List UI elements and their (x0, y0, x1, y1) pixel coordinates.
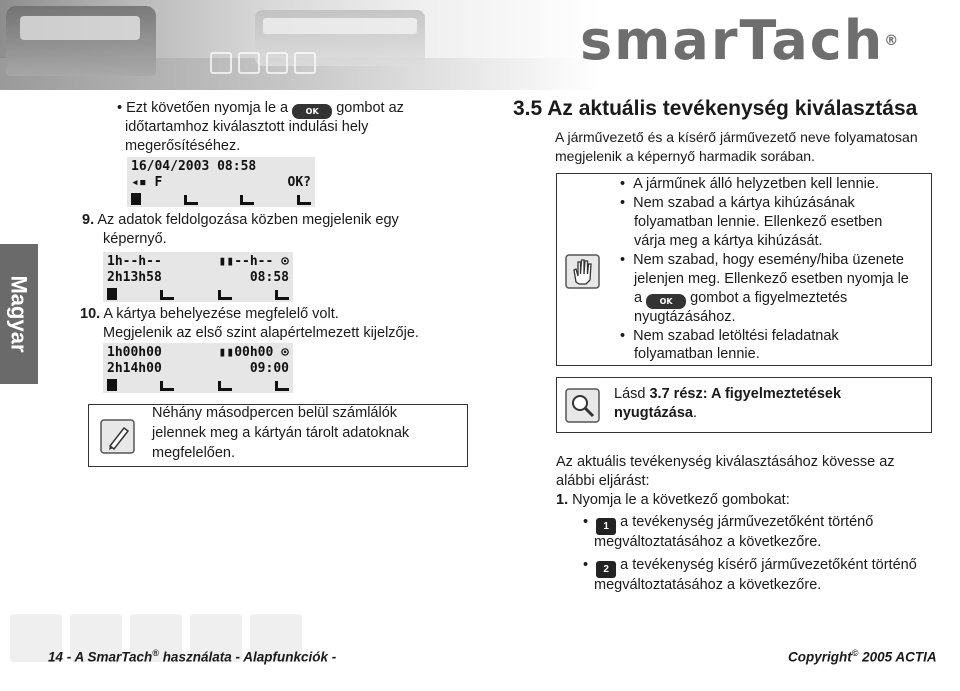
see-also-line-1: Lásd 3.7 rész: A figyelmeztetések (614, 386, 842, 402)
pen-note-icon (98, 417, 138, 457)
warn-bullet-2: • Nem szabad a kártya kihúzásának (620, 195, 855, 211)
btn1-instruction: • 1 a tevékenység járművezetőként történő (583, 513, 873, 535)
magnifier-icon (563, 386, 603, 426)
procedure-line-2: alábbi eljárást: (556, 473, 650, 489)
smartach-logo: smarTach® (580, 9, 901, 72)
warn-bullet-3-line-4: nyugtázásához. (634, 309, 736, 325)
ok-button-icon: OK (292, 104, 332, 119)
bullet-ok-confirm: • Ezt követően nyomja le a OK gombot az (117, 99, 404, 119)
header-photo (0, 0, 600, 90)
truck-image (6, 6, 156, 76)
warn-bullet-3: • Nem szabad, hogy esemény/hiba üzenete (620, 252, 904, 268)
warn-bullet-2-line-2: folyamatban lennie. Ellenkező esetben (634, 214, 883, 230)
intro-line-2: megjelenik a képernyő harmadik sorában. (555, 148, 815, 164)
procedure-line-1: Az aktuális tevékenység kiválasztásához kövesse az (556, 454, 895, 470)
step-10-line-2: Megjelenik az első szint alapértelmezett kijelzője. (103, 325, 419, 341)
hand-warning-icon (563, 252, 603, 292)
header-icons (210, 52, 316, 74)
note-line-2: jelennek meg a kártyán tárolt adatoknak (152, 425, 410, 441)
step-9-line-2: képernyő. (103, 231, 167, 247)
warn-bullet-1: • A járműnek álló helyzetben kell lennie. (620, 176, 879, 192)
language-tab (0, 244, 38, 384)
section-title: 3.5 Az aktuális tevékenység kiválasztása (513, 97, 918, 120)
language-tab-label: Magyar (7, 275, 33, 353)
bullet-line-3: megerősítéséhez. (125, 138, 241, 154)
card-button-2-icon: 2 (596, 561, 616, 578)
ok-button-icon: OK (646, 294, 686, 309)
proc-step-1: 1. Nyomja le a következő gombokat: (556, 492, 790, 508)
lcd-display-default: 1h00h00 ▮▮00h00 ⊙ 2h14h00 09:00 (103, 343, 293, 393)
warn-bullet-4: • Nem szabad letöltési feladatnak (620, 328, 839, 344)
step-9: 9. Az adatok feldolgozása közben megjelenik egy (82, 212, 399, 228)
lcd-display-processing: 1h--h-- ▮▮--h-- ⊙ 2h13h58 08:58 (103, 252, 293, 302)
note-line-1: Néhány másodpercen belül számlálók (152, 405, 398, 421)
warn-bullet-3-line-2: jelenjen meg. Ellenkező esetben nyomja le (634, 271, 909, 287)
bullet-line-2: időtartamhoz kiválasztott indulási hely (125, 119, 369, 135)
see-also-line-2: nyugtázása. (614, 405, 698, 421)
note-line-3: megfelelően. (152, 445, 236, 461)
page-header (0, 0, 960, 90)
card-button-1-icon: 1 (596, 518, 616, 535)
warn-bullet-3-line-3: a OK gombot a figyelmeztetés (634, 289, 847, 309)
btn1-line-2: megváltoztatásához a következőre. (594, 534, 822, 550)
lcd-display-date: 16/04/2003 08:58 ◂▪ F OK? (127, 157, 315, 207)
warn-bullet-2-line-3: várja meg a kártya kihúzását. (634, 233, 823, 249)
step-10: 10. A kártya behelyezése megfelelő volt. (80, 306, 339, 322)
btn2-instruction: • 2 a tevékenység kísérő járművezetőként történő (583, 556, 917, 578)
intro-line-1: A járművezető és a kísérő járművezető neve folyamatosan (555, 129, 918, 145)
footer-copyright: Copyright© 2005 ACTIA (788, 648, 937, 665)
btn2-line-2: megváltoztatásához a következőre. (594, 577, 822, 593)
warn-bullet-4-line-2: folyamatban lennie. (634, 346, 760, 362)
footer-page-label: 14 - A SmarTach® használata - Alapfunkciók - (48, 648, 337, 665)
